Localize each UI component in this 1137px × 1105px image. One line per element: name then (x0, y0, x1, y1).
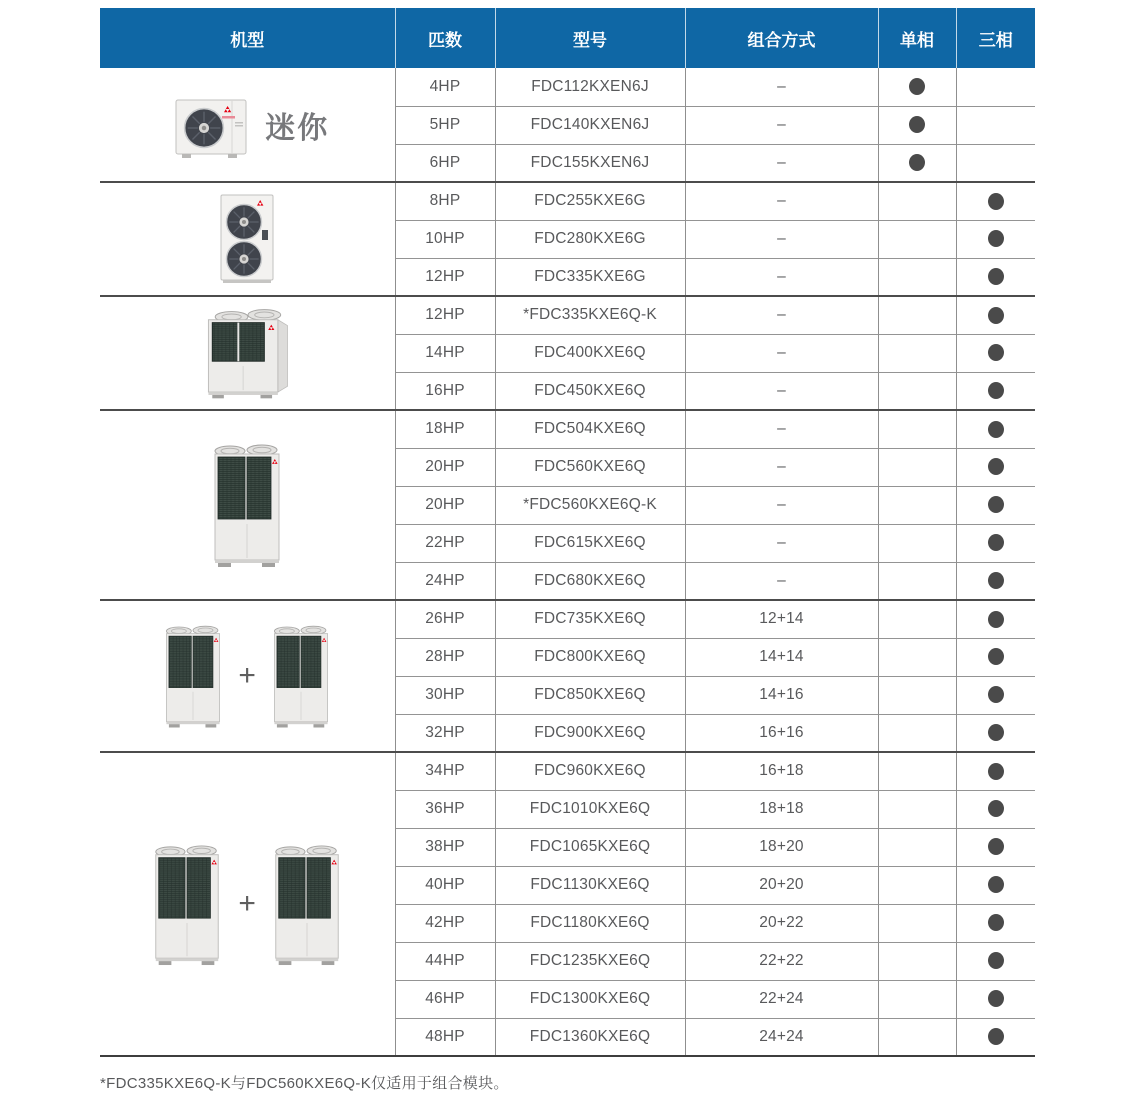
combination-cell: 16+18 (685, 752, 878, 790)
col-header-hp: 匹数 (395, 8, 495, 68)
hp-cell: 12HP (395, 296, 495, 334)
table-row (100, 600, 1035, 638)
three-phase-cell (956, 410, 1035, 448)
three-phase-cell (956, 638, 1035, 676)
combination-cell: – (685, 68, 878, 106)
combination-cell: 22+24 (685, 980, 878, 1018)
model-number-cell: FDC680KXE6Q (495, 562, 685, 600)
phase-dot (988, 193, 1004, 210)
single-phase-cell (878, 904, 956, 942)
combination-cell: – (685, 334, 878, 372)
mini-label: 迷你 (265, 111, 330, 145)
combination-cell: 12+14 (685, 600, 878, 638)
phase-dot (988, 800, 1004, 817)
three-phase-cell (956, 258, 1035, 296)
model-number-cell: FDC560KXE6Q (495, 448, 685, 486)
model-number-cell: FDC255KXE6G (495, 182, 685, 220)
single-phase-cell (878, 68, 956, 106)
combination-cell: – (685, 296, 878, 334)
phase-dot (988, 307, 1004, 324)
phase-dot (988, 914, 1004, 931)
three-phase-cell (956, 714, 1035, 752)
single-phase-cell (878, 676, 956, 714)
hp-cell: 28HP (395, 638, 495, 676)
single-phase-cell (878, 144, 956, 182)
three-phase-cell (956, 866, 1035, 904)
single-phase-cell (878, 106, 956, 144)
hp-cell: 20HP (395, 486, 495, 524)
hp-cell: 46HP (395, 980, 495, 1018)
footnote: *FDC335KXE6Q-K与FDC560KXE6Q-K仅适用于组合模块。 (100, 1075, 509, 1092)
phase-dot (988, 611, 1004, 628)
product-spec-table (100, 8, 1035, 1057)
col-header-combination: 组合方式 (685, 8, 878, 68)
phase-dot (988, 990, 1004, 1007)
model-number-cell: FDC112KXEN6J (495, 68, 685, 106)
single-phase-cell (878, 448, 956, 486)
phase-dot (988, 724, 1004, 741)
combination-cell: – (685, 182, 878, 220)
col-header-model-type: 机型 (100, 8, 395, 68)
single-phase-cell (878, 866, 956, 904)
single-phase-cell (878, 714, 956, 752)
combination-cell: 20+22 (685, 904, 878, 942)
phase-dot (988, 1028, 1004, 1045)
phase-dot (988, 382, 1004, 399)
model-number-cell: FDC1180KXE6Q (495, 904, 685, 942)
hp-cell: 42HP (395, 904, 495, 942)
col-header-single-phase: 单相 (878, 8, 956, 68)
single-phase-cell (878, 752, 956, 790)
three-phase-cell (956, 486, 1035, 524)
single-phase-cell (878, 942, 956, 980)
single-phase-cell (878, 600, 956, 638)
hp-cell: 48HP (395, 1018, 495, 1056)
three-phase-cell (956, 562, 1035, 600)
product-image-mini-unit (100, 68, 395, 182)
combination-cell: 22+22 (685, 942, 878, 980)
phase-dot (988, 838, 1004, 855)
hp-cell: 36HP (395, 790, 495, 828)
three-phase-cell (956, 752, 1035, 790)
model-number-cell: FDC800KXE6Q (495, 638, 685, 676)
col-header-three-phase: 三相 (956, 8, 1035, 68)
three-phase-cell (956, 904, 1035, 942)
phase-dot (988, 572, 1004, 589)
single-phase-cell (878, 296, 956, 334)
combination-cell: 14+14 (685, 638, 878, 676)
combination-cell: – (685, 372, 878, 410)
single-phase-cell (878, 334, 956, 372)
phase-dot (988, 230, 1004, 247)
combination-cell: – (685, 524, 878, 562)
model-number-cell: FDC960KXE6Q (495, 752, 685, 790)
product-image-twin-fan-unit (100, 182, 395, 296)
three-phase-cell (956, 790, 1035, 828)
single-phase-cell (878, 486, 956, 524)
hp-cell: 8HP (395, 182, 495, 220)
phase-dot (988, 458, 1004, 475)
single-module-unit-icon (193, 305, 301, 402)
phase-dot (988, 648, 1004, 665)
three-phase-cell (956, 980, 1035, 1018)
hp-cell: 38HP (395, 828, 495, 866)
single-phase-cell (878, 524, 956, 562)
three-phase-cell (956, 106, 1035, 144)
three-phase-cell (956, 182, 1035, 220)
mini-outdoor-unit-icon (165, 86, 257, 164)
single-phase-cell (878, 410, 956, 448)
phase-dot (988, 763, 1004, 780)
phase-dot (909, 154, 925, 171)
hp-cell: 44HP (395, 942, 495, 980)
phase-dot (988, 496, 1004, 513)
model-number-cell: FDC735KXE6Q (495, 600, 685, 638)
combination-cell: 18+20 (685, 828, 878, 866)
single-phase-cell (878, 220, 956, 258)
table-row (100, 296, 1035, 334)
dual-module-unit-left-icon (158, 622, 228, 730)
hp-cell: 24HP (395, 562, 495, 600)
model-number-cell: FDC1130KXE6Q (495, 866, 685, 904)
table-row (100, 410, 1035, 448)
model-number-cell: FDC1235KXE6Q (495, 942, 685, 980)
single-phase-cell (878, 182, 956, 220)
hp-cell: 5HP (395, 106, 495, 144)
hp-cell: 30HP (395, 676, 495, 714)
product-image-tall-module (100, 410, 395, 600)
hp-cell: 20HP (395, 448, 495, 486)
three-phase-cell (956, 68, 1035, 106)
three-phase-cell (956, 942, 1035, 980)
single-phase-cell (878, 638, 956, 676)
combination-cell: 20+20 (685, 866, 878, 904)
three-phase-cell (956, 1018, 1035, 1056)
dual-module-unit-right-icon (266, 622, 336, 730)
hp-cell: 32HP (395, 714, 495, 752)
phase-dot (988, 534, 1004, 551)
combination-cell: – (685, 410, 878, 448)
model-number-cell: FDC155KXEN6J (495, 144, 685, 182)
table-row (100, 752, 1035, 790)
three-phase-cell (956, 220, 1035, 258)
hp-cell: 34HP (395, 752, 495, 790)
hp-cell: 12HP (395, 258, 495, 296)
model-number-cell: FDC900KXE6Q (495, 714, 685, 752)
header-row (100, 8, 1035, 68)
model-number-cell: FDC335KXE6G (495, 258, 685, 296)
three-phase-cell (956, 448, 1035, 486)
single-phase-cell (878, 372, 956, 410)
table-row (100, 68, 1035, 106)
hp-cell: 18HP (395, 410, 495, 448)
hp-cell: 4HP (395, 68, 495, 106)
three-phase-cell (956, 334, 1035, 372)
single-phase-cell (878, 790, 956, 828)
three-phase-cell (956, 600, 1035, 638)
combination-cell: – (685, 258, 878, 296)
single-phase-cell (878, 562, 956, 600)
combination-cell: – (685, 220, 878, 258)
product-image-single-module (100, 296, 395, 410)
hp-cell: 10HP (395, 220, 495, 258)
single-phase-cell (878, 1018, 956, 1056)
combination-cell: 14+16 (685, 676, 878, 714)
hp-cell: 26HP (395, 600, 495, 638)
model-number-cell: FDC1360KXE6Q (495, 1018, 685, 1056)
hp-cell: 22HP (395, 524, 495, 562)
combination-cell: – (685, 562, 878, 600)
combination-cell: – (685, 106, 878, 144)
model-number-cell: FDC850KXE6Q (495, 676, 685, 714)
single-phase-cell (878, 258, 956, 296)
model-number-cell: FDC1300KXE6Q (495, 980, 685, 1018)
hp-cell: 6HP (395, 144, 495, 182)
plus-sign: + (238, 659, 257, 692)
phase-dot (909, 116, 925, 133)
product-image-dual-module-large (100, 752, 395, 1056)
three-phase-cell (956, 676, 1035, 714)
three-phase-cell (956, 828, 1035, 866)
model-number-cell: FDC140KXEN6J (495, 106, 685, 144)
hp-cell: 14HP (395, 334, 495, 372)
twin-fan-tower-unit-icon (213, 190, 281, 288)
three-phase-cell (956, 144, 1035, 182)
table-row (100, 182, 1035, 220)
combination-cell: 24+24 (685, 1018, 878, 1056)
three-phase-cell (956, 372, 1035, 410)
dual-module-large-unit-left-icon (146, 841, 228, 968)
product-image-dual-module (100, 600, 395, 752)
combination-cell: 16+16 (685, 714, 878, 752)
combination-cell: – (685, 448, 878, 486)
phase-dot (988, 344, 1004, 361)
phase-dot (909, 78, 925, 95)
phase-dot (988, 952, 1004, 969)
model-number-cell: FDC615KXE6Q (495, 524, 685, 562)
phase-dot (988, 876, 1004, 893)
phase-dot (988, 686, 1004, 703)
phase-dot (988, 268, 1004, 285)
single-phase-cell (878, 980, 956, 1018)
plus-sign: + (238, 887, 257, 920)
single-phase-cell (878, 828, 956, 866)
combination-cell: – (685, 144, 878, 182)
combination-cell: – (685, 486, 878, 524)
hp-cell: 40HP (395, 866, 495, 904)
three-phase-cell (956, 296, 1035, 334)
model-number-cell: FDC400KXE6Q (495, 334, 685, 372)
phase-dot (988, 421, 1004, 438)
model-number-cell: FDC1010KXE6Q (495, 790, 685, 828)
hp-cell: 16HP (395, 372, 495, 410)
model-number-cell: FDC1065KXE6Q (495, 828, 685, 866)
three-phase-cell (956, 524, 1035, 562)
model-number-cell: *FDC560KXE6Q-K (495, 486, 685, 524)
model-number-cell: FDC504KXE6Q (495, 410, 685, 448)
dual-module-large-unit-right-icon (266, 841, 348, 968)
model-number-cell: FDC280KXE6G (495, 220, 685, 258)
col-header-model-number: 型号 (495, 8, 685, 68)
tall-module-unit-icon (205, 440, 289, 570)
model-number-cell: FDC450KXE6Q (495, 372, 685, 410)
combination-cell: 18+18 (685, 790, 878, 828)
model-number-cell: *FDC335KXE6Q-K (495, 296, 685, 334)
